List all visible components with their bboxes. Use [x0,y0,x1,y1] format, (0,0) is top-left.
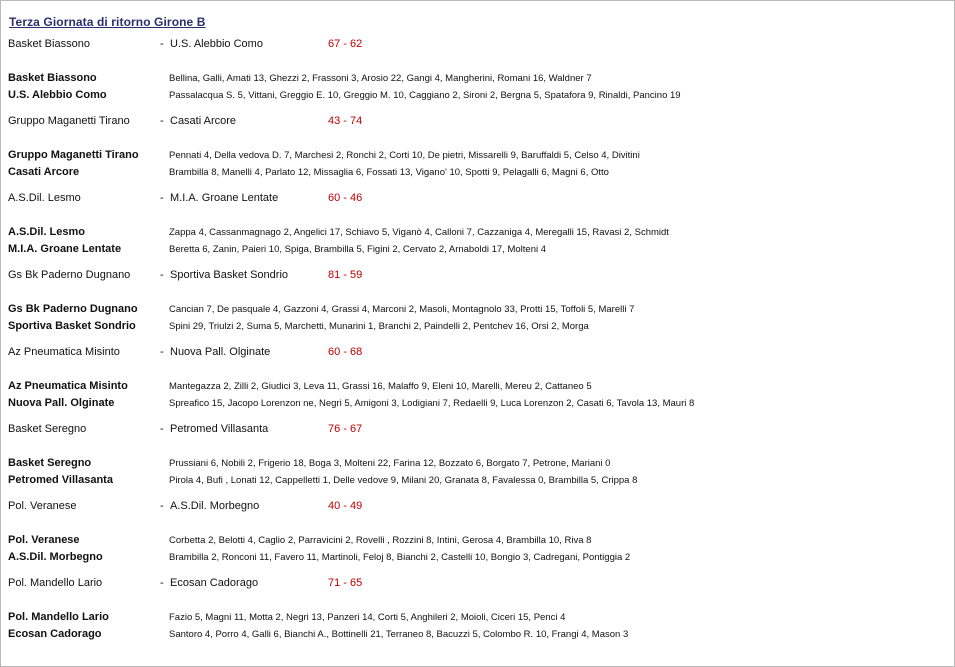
home-roster-row [0,457,955,472]
match-home-team: Pol. Veranese [8,500,77,512]
roster-players: Brambilla 8, Manelli 4, Parlato 12, Missaglia 6, Fossati 13, Vigano' 10, Spotti 9, Pelagalli 6, Magni 6, Otto [169,167,609,178]
away-roster-row [0,89,955,104]
roster-players: Prussiani 6, Nobili 2, Frigerio 18, Boga 3, Molteni 22, Farina 12, Bozzato 6, Borgato 7, Petrone, Mariani 0 [169,458,611,469]
roster-team-name: M.I.A. Groane Lentate [8,243,122,255]
match-home-team: Basket Seregno [8,423,87,435]
match-row [0,577,955,593]
match-score: 81 - 59 [328,269,363,281]
match-score: 43 - 74 [328,115,363,127]
match-home-team: Gruppo Maganetti Tirano [8,115,130,127]
home-roster-row [0,72,955,87]
match-row [0,423,955,439]
match-away-team: Sportiva Basket Sondrio [170,269,289,281]
match-separator: - [160,269,164,281]
roster-team-name: Pol. Veranese [8,534,80,546]
away-roster-row [0,628,955,643]
roster-team-name: Sportiva Basket Sondrio [8,320,136,332]
page-title: Terza Giornata di ritorno Girone B [9,15,206,29]
match-score: 67 - 62 [328,38,363,50]
roster-team-name: Basket Seregno [8,457,92,469]
match-separator: - [160,38,164,50]
match-away-team: M.I.A. Groane Lentate [170,192,279,204]
match-score: 40 - 49 [328,500,363,512]
home-roster-row [0,149,955,164]
match-home-team: Az Pneumatica Misinto [8,346,120,358]
roster-team-name: Petromed Villasanta [8,474,113,486]
roster-players: Beretta 6, Zanin, Paieri 10, Spiga, Brambilla 5, Figini 2, Cervato 2, Arnaboldi 17, Molteni 4 [169,244,547,255]
away-roster-row [0,474,955,489]
match-home-team: A.S.Dil. Lesmo [8,192,81,204]
roster-team-name: Basket Biassono [8,72,97,84]
home-roster-row [0,226,955,241]
away-roster-row [0,397,955,412]
match-away-team: Nuova Pall. Olginate [170,346,271,358]
match-away-team: Casati Arcore [170,115,237,127]
roster-team-name: Az Pneumatica Misinto [8,380,128,392]
roster-team-name: Gruppo Maganetti Tirano [8,149,139,161]
roster-team-name: A.S.Dil. Morbegno [8,551,103,563]
home-roster-row [0,611,955,626]
match-separator: - [160,192,164,204]
match-separator: - [160,500,164,512]
roster-players: Spini 29, Triulzi 2, Suma 5, Marchetti, Munarini 1, Branchi 2, Paindelli 2, Pentchev 16, Orsi 2, Morga [169,321,589,332]
home-roster-row [0,380,955,395]
match-row [0,346,955,362]
away-roster-row [0,551,955,566]
away-roster-row [0,243,955,258]
match-away-team: U.S. Alebbio Como [170,38,263,50]
match-row [0,115,955,131]
roster-team-name: Nuova Pall. Olginate [8,397,115,409]
match-separator: - [160,423,164,435]
away-roster-row [0,166,955,181]
roster-players: Fazio 5, Magni 11, Motta 2, Negri 13, Panzeri 14, Corti 5, Anghileri 2, Moioli, Ciceri 15, Penci 4 [169,612,566,623]
match-separator: - [160,115,164,127]
roster-players: Santoro 4, Porro 4, Galli 6, Bianchi A., Bottinelli 21, Terraneo 8, Bacuzzi 5, Colombo R. 10, Frangi 4, Mason 3 [169,629,629,640]
match-away-team: Ecosan Cadorago [170,577,259,589]
match-score: 60 - 68 [328,346,363,358]
roster-players: Zappa 4, Cassanmagnago 2, Angelici 17, Schiavo 5, Viganò 4, Calloni 7, Cazzaniga 4, Meregalli 15, Ravasi 2, Schmidt [169,227,669,238]
roster-players: Spreafico 15, Jacopo Lorenzon ne, Negri 5, Amigoni 3, Lodigiani 7, Redaelli 9, Luca Lorenzon 2, Casati 6, Tavola 13, Mauri 8 [169,398,695,409]
roster-team-name: Pol. Mandello Lario [8,611,109,623]
match-score: 71 - 65 [328,577,363,589]
roster-players: Cancian 7, De pasquale 4, Gazzoni 4, Grassi 4, Marconi 2, Masoli, Montagnolo 33, Protti 15, Toffoli 5, Marelli 7 [169,304,635,315]
match-away-team: Petromed Villasanta [170,423,269,435]
match-home-team: Pol. Mandello Lario [8,577,103,589]
roster-players: Brambilla 2, Ronconi 11, Favero 11, Martinoli, Feloj 8, Bianchi 2, Castelli 10, Bongio 3, Cadregani, Pontiggia 2 [169,552,631,563]
roster-players: Pirola 4, Bufi , Lonati 12, Cappelletti 1, Delle vedove 9, Milani 20, Granata 8, Favalessa 0, Brambilla 5, Crippa 8 [169,475,638,486]
match-score: 76 - 67 [328,423,363,435]
match-row [0,500,955,516]
match-row [0,269,955,285]
roster-team-name: Casati Arcore [8,166,80,178]
roster-players: Passalacqua S. 5, Vittani, Greggio E. 10, Greggio M. 10, Caggiano 2, Sironi 2, Bergna 5, Spatafora 9, Rinaldi, Pancino 19 [169,90,681,101]
match-row [0,192,955,208]
roster-team-name: Gs Bk Paderno Dugnano [8,303,138,315]
match-away-team: A.S.Dil. Morbegno [170,500,260,512]
match-home-team: Gs Bk Paderno Dugnano [8,269,131,281]
match-separator: - [160,577,164,589]
away-roster-row [0,320,955,335]
roster-players: Bellina, Galli, Amati 13, Ghezzi 2, Frassoni 3, Arosio 22, Gangi 4, Mangherini, Romani 16, Waldner 7 [169,73,592,84]
match-row [0,38,955,54]
match-home-team: Basket Biassono [8,38,90,50]
roster-team-name: A.S.Dil. Lesmo [8,226,86,238]
match-separator: - [160,346,164,358]
home-roster-row [0,534,955,549]
roster-players: Corbetta 2, Belotti 4, Caglio 2, Parravicini 2, Rovelli , Rozzini 8, Intini, Gerosa 4, Brambilla 10, Riva 8 [169,535,592,546]
roster-team-name: Ecosan Cadorago [8,628,102,640]
roster-team-name: U.S. Alebbio Como [8,89,107,101]
roster-players: Mantegazza 2, Zilli 2, Giudici 3, Leva 11, Grassi 16, Malaffo 9, Eleni 10, Marelli, Mereu 2, Cattaneo 5 [169,381,592,392]
home-roster-row [0,303,955,318]
roster-players: Pennati 4, Della vedova D. 7, Marchesi 2, Ronchi 2, Corti 10, De pietri, Missarelli 9, Baruffaldi 5, Celso 4, Divitini [169,150,640,161]
match-score: 60 - 46 [328,192,363,204]
